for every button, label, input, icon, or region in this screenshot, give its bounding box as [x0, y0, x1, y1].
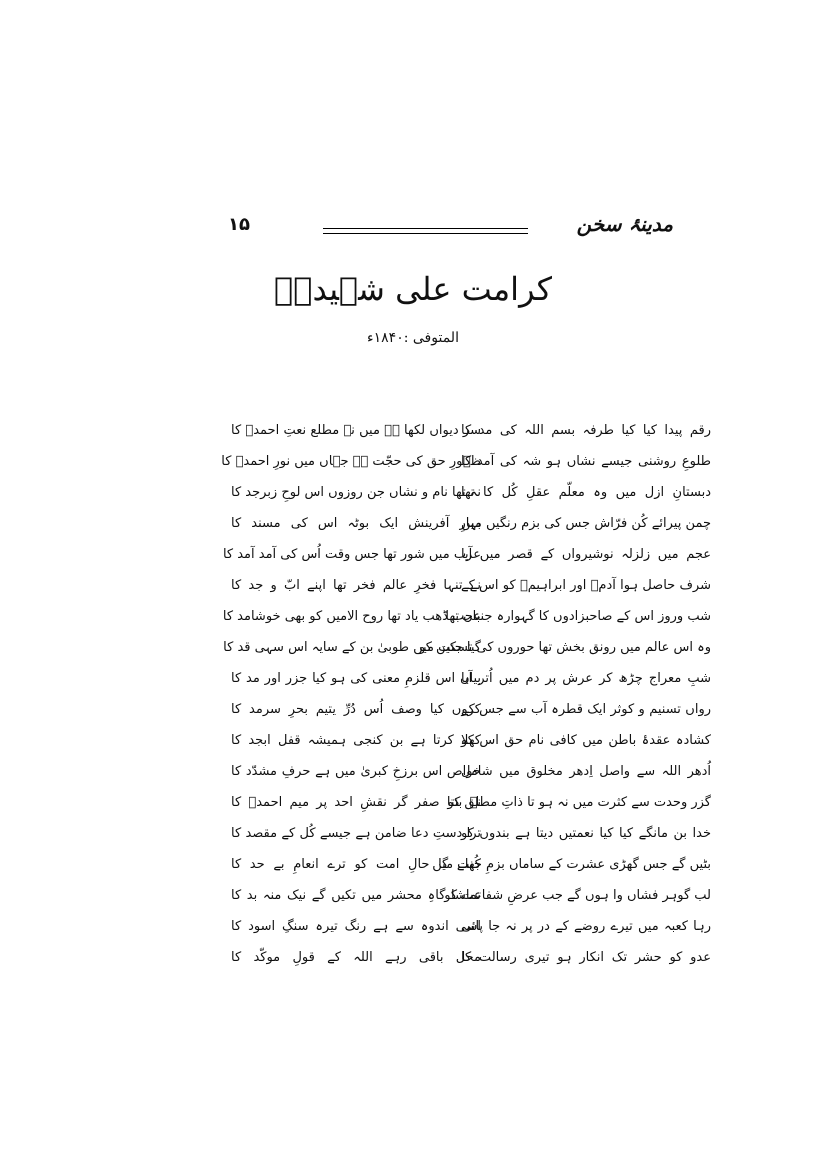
verse-line: کشادہ عقدۂ باطن میں کافی نام حق اس کو: [461, 733, 711, 748]
verse-line: عدو کو حشر تک انکار ہو تیری رسالت کا: [461, 950, 711, 965]
verse-line: ظہورِ حق کی حجّت ہے جہاں میں نورِ احمدؐ کا: [221, 454, 481, 469]
verse-column-left: [221, 415, 481, 973]
verse-line: کُھلے گا حالِ امت کو ترے انعامِ بے حد کا: [231, 857, 481, 872]
verse-line: رواں تسنیم و کوثر ایک قطرہ آب سے جس کے: [461, 702, 711, 717]
verse-line: وہ اس عالم میں رونق بخش تھا حوروں کی تسکیں کو: [419, 640, 711, 655]
header-double-rule: [323, 228, 528, 234]
verse-line: عجب ڈھب یاد تھا روح الامیں کو بھی خوشامد کا: [222, 609, 481, 624]
verse-line: رہا کعبہ میں تیرے روضے کے در پر نہ جا پائی: [461, 919, 711, 934]
verse-line: نے تنہا فخرِ عالم فخر تھا اپنے ابّ و جد کا: [231, 578, 481, 593]
verse-line: لب گوہر فشاں وا ہوں گے جب عرضِ شفاعت کو: [444, 888, 711, 903]
page-number: ۱۵: [228, 214, 250, 235]
verse-line: خواص اس برزخِ کبریٰ میں ہے حرفِ مشدّد کا: [231, 764, 481, 779]
verse-line: محل باقی رہے اللہ کے قولِ موکّد کا: [231, 950, 481, 965]
poet-name-heading: کرامت علی شہیدیؔ: [274, 270, 552, 308]
verse-line: اُدھر اللہ سے واصل اِدھر مخلوق میں شامل: [461, 764, 711, 779]
poet-death-year: المتوفی :۱۸۴۰ء: [367, 330, 459, 346]
verse-line: ترا دستِ دعا ضامن ہے جیسے کُل کے مقصد کا: [231, 826, 481, 841]
verse-line: عرب میں شور تھا جس وقت اُس کی آمد آمد کا: [222, 547, 481, 562]
verse-line: تماشا گاہِ محشر میں تکیں گے نیک منہ بد کا: [231, 888, 481, 903]
running-head: [228, 212, 673, 252]
verse-line: بہارِ آفرینش ایک بوٹہ اس کی مسند کا: [231, 516, 481, 531]
verse-line: نہ تھا نام و نشاں جن روزوں اس لوحِ زبرجد کا: [231, 485, 481, 500]
verse-line: کروں کیا وصف اُس دُرِّ یتیم بحرِ سرمد کا: [231, 702, 481, 717]
verse-line: کھلا کرتا ہے بن کنجی ہمیشہ قفل ابجد کا: [231, 733, 481, 748]
verse-line: بٹیں گے جس گھڑی عشرت کے ساماں بزمِ جنت میں: [432, 857, 711, 872]
book-title: مدینۂ سخن: [576, 212, 673, 236]
verse-line: طلوعِ روشنی جیسے نشاں ہو شہ کی آمد کا: [461, 454, 711, 469]
header-rule-top: [323, 228, 528, 229]
header-rule-bottom: [323, 233, 528, 234]
verse-line: شبِ معراج چڑھ کر عرش پر دم میں اُتر آیا: [461, 671, 711, 686]
verse-line: بیاں اس قلزمِ معنی کی ہو کیا جزر اور مد کا: [231, 671, 481, 686]
verse-line: گزر وحدت سے کثرت میں نہ ہو تا ذاتِ مطلق کو: [447, 795, 711, 810]
verse-line: چمن پیرائے کُن فرّاش جس کی بزم رنگیں میں: [461, 516, 711, 531]
verse-line: سر دیواں لکھا ہے میں نے مطلع نعتِ احمدؐ کا: [231, 423, 481, 438]
verse-line: خدا بن مانگے کیا کیا نعمتیں دیتا ہے بندوں کو: [461, 826, 711, 841]
verse-line: رقم پیدا کیا کیا طرفہ بسم اللہ کی مد کا: [461, 423, 711, 438]
verse-line: گیا جنت میں طوبیٰ بن کے سایہ اس سہی قد کا: [223, 640, 481, 655]
verse-line: شرف حاصل ہوا آدمؑ اور ابراہیمؑ کو اس کے: [461, 578, 711, 593]
verse-column-right: [419, 415, 711, 973]
verse-line: نہ بنتا صفر گر نقشِ احد پر میم احمدؐ کا: [231, 795, 481, 810]
verse-line: اسی اندوہ سے ہے رنگ تیرہ سنگِ اسود کا: [231, 919, 481, 934]
verse-line: دبستانِ ازل میں وہ معلّم عقلِ کُل کا تھا: [461, 485, 711, 500]
verse-line: عجم میں زلزلہ نوشیرواں کے قصر میں آیا: [461, 547, 711, 562]
verse-line: شب وروز اس کے صاحبزادوں کا گہوارہ جنباں تھا: [445, 609, 711, 624]
